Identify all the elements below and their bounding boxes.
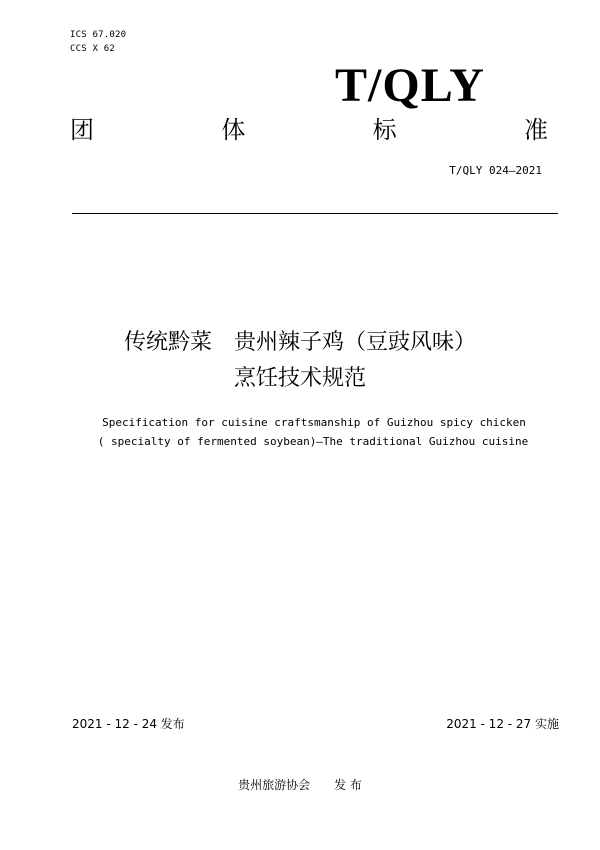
ics-code: ICS 67.020	[70, 30, 127, 40]
classification-codes	[70, 28, 126, 56]
english-title-line-2: ( specialty of fermented soybean)—The traditional Guizhou cuisine	[97, 435, 529, 448]
english-title-line-1: Specification for cuisine craftsmanship of Guizhou spicy chicken	[102, 416, 526, 429]
publisher-line: 贵州旅游协会 发 布	[238, 778, 362, 792]
chinese-title-line-1: 传统黔菜 贵州辣子鸡（豆豉风味）	[123, 330, 476, 355]
standard-type-char: 团	[70, 116, 94, 144]
standard-type-char: 标	[372, 116, 397, 144]
implementation-date: 2021 - 12 - 27 实施	[446, 717, 559, 731]
chinese-title-line-2: 烹饪技术规范	[233, 366, 366, 391]
ccs-code: CCS X 62	[70, 44, 115, 54]
standard-type-title	[70, 114, 548, 146]
publication-date: 2021 - 12 - 24 发布	[72, 717, 185, 731]
header-divider	[72, 213, 558, 214]
standard-type-char: 准	[523, 116, 548, 144]
document-number: T/QLY 024—2021	[449, 164, 542, 177]
standard-brand-logo: T/QLY	[335, 59, 485, 112]
standard-type-char: 体	[221, 116, 246, 144]
